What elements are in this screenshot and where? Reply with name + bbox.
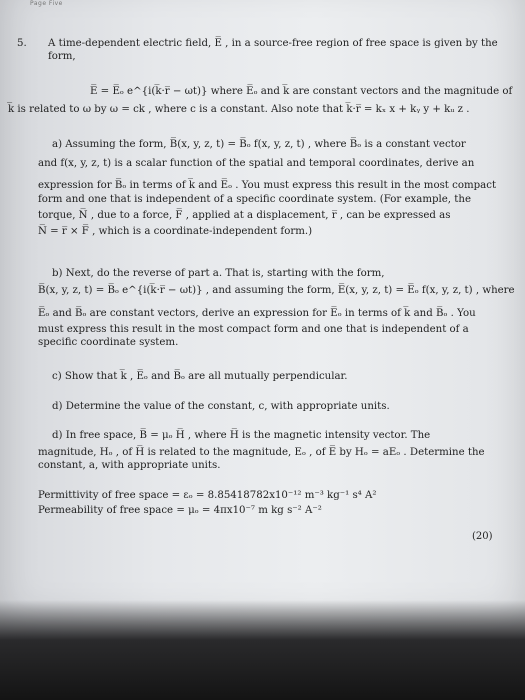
- permittivity-constant: Permittivity of free space = εₒ = 8.85418782x10⁻¹² m⁻³ kg⁻¹ s⁴ A²: [38, 490, 377, 501]
- part-a-line-1: a) Assuming the form, B̅(x, y, z, t) = B̅ₒ f(x, y, z, t) , where B̅ₒ is a constant vector: [52, 139, 466, 150]
- part-b-line-5: specific coordinate system.: [38, 337, 179, 348]
- part-c: c) Show that k̅ , E̅ₒ and B̅ₒ are all mutually perpendicular.: [52, 371, 348, 382]
- part-d-constant: d) Determine the value of the constant, c, with appropriate units.: [52, 401, 390, 412]
- part-a-line-3: expression for B̅ₒ in terms of k̅ and E̅ₒ . You must express this result in the most compact: [38, 180, 497, 191]
- part-b-line-4: must express this result in the most compact form and one that is independent of a: [38, 324, 469, 335]
- part-a-line-6: N̅ = r̅ × F̅ , which is a coordinate-independent form.): [38, 226, 313, 237]
- part-a-line-5: torque, N̅ , due to a force, F̅ , applied at a displacement, r̅ , can be expressed as: [38, 210, 451, 221]
- part-d-line-2: magnitude, Hₒ , of H̅ is related to the magnitude, Eₒ , of E̅ by Hₒ = aEₒ . Determine the: [38, 447, 485, 458]
- part-b-line-3: E̅ₒ and B̅ₒ are constant vectors, derive an expression for E̅ₒ in terms of k̅ and B̅ₒ . You: [38, 308, 476, 319]
- intro-line-2: form,: [48, 51, 76, 62]
- part-b-line-2: B̅(x, y, z, t) = B̅ₒ e^{i(k̅·r̅ − ωt)} , and assuming the form, E̅(x, y, z, t) = E̅ₒ f(x, y, z, t) , where: [38, 285, 515, 296]
- problem-number: 5.: [17, 38, 27, 49]
- part-b-line-1: b) Next, do the reverse of part a. That is, starting with the form,: [52, 268, 385, 279]
- points-value: (20): [472, 531, 493, 542]
- intro-line-1: A time-dependent electric field, E̅ , in a source-free region of free space is given by the: [48, 38, 498, 49]
- page-header: Page Five: [30, 0, 63, 7]
- field-equation-cont: k̅ is related to ω by ω = ck , where c is a constant. Also note that k̅·r̅ = kₓ x + kᵧ y + kᵤ z .: [8, 104, 470, 115]
- permeability-constant: Permeability of free space = μₒ = 4πx10⁻⁷ m kg s⁻² A⁻²: [38, 505, 322, 516]
- part-a-line-4: form and one that is independent of a specific coordinate system. (For example, the: [38, 194, 471, 205]
- field-equation: E̅ = E̅ₒ e^{i(k̅·r̅ − ωt)} where E̅ₒ and k̅ are constant vectors and the magnitude of: [90, 86, 513, 97]
- part-d-line-3: constant, a, with appropriate units.: [38, 460, 221, 471]
- background-shadow: [0, 600, 525, 700]
- part-a-line-2: and f(x, y, z, t) is a scalar function of the spatial and temporal coordinates, derive an: [38, 158, 475, 169]
- part-d-line-1: d) In free space, B̅ = μₒ H̅ , where H̅ is the magnetic intensity vector. The: [52, 430, 431, 441]
